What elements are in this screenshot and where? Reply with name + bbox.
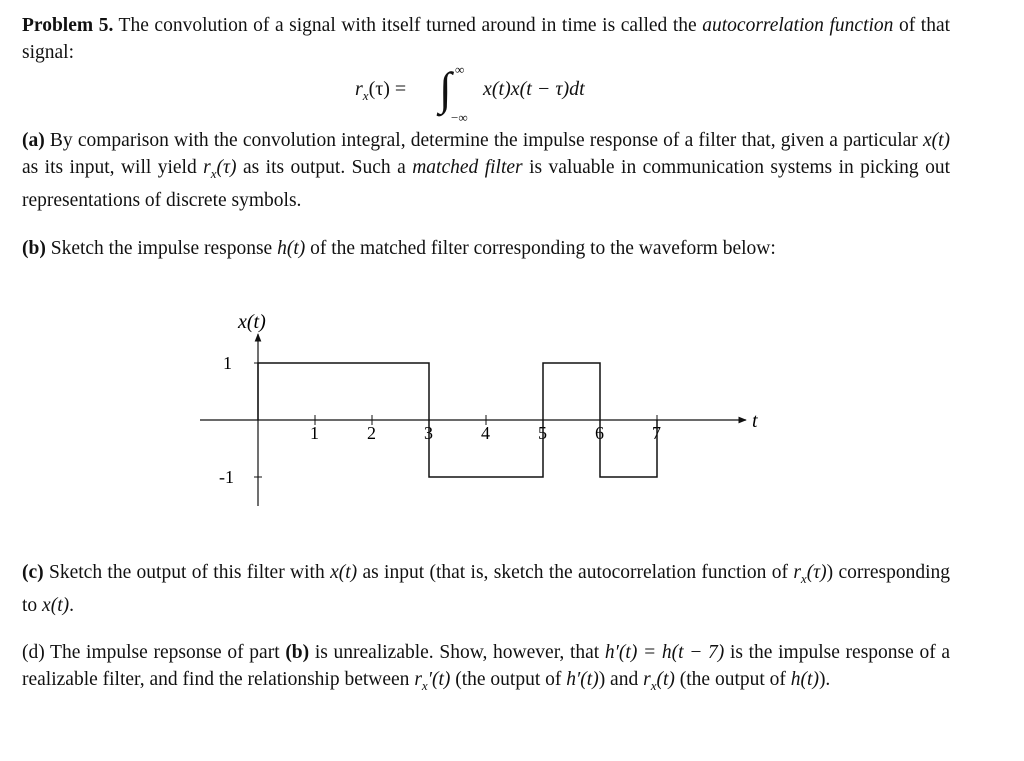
eq-lhs: $r_x(\tau)$ =: [355, 78, 407, 103]
part-c-text: as input (that is, sketch the autocorrelation function of: [362, 562, 788, 583]
part-d-label: (d) The impulse repsonse of part: [22, 642, 280, 663]
part-d-text: (the output of: [455, 669, 562, 690]
part-d-text: (the output of: [679, 669, 786, 690]
intro-term: autocorrelation function: [702, 15, 894, 36]
part-d: [22, 639, 950, 699]
symbol-x-t: x(t): [330, 562, 358, 583]
part-a: [22, 127, 950, 214]
part-a-label: (a): [22, 130, 45, 151]
x-tick-label: 2: [367, 423, 376, 443]
matched-filter-term: matched filter: [412, 157, 523, 178]
eq-upper-limit: ∞: [455, 62, 465, 77]
x-tick-label: 6: [595, 423, 604, 443]
problem-intro: [22, 12, 950, 66]
symbol-x-t: x(t): [922, 130, 951, 151]
integral-sign: ∫: [439, 63, 452, 114]
symbol-r-x-tau: $r_x(\tau)$: [793, 562, 827, 586]
y-tick-label: -1: [219, 467, 234, 487]
symbol-r-x-tau: $r_x(\tau)$: [203, 157, 237, 181]
eq-lower-limit: −∞: [451, 110, 468, 125]
part-c-label: (c): [22, 562, 44, 583]
symbol-x-t: x(t): [42, 594, 70, 616]
part-c-text: ) corresponding to: [22, 562, 951, 616]
eq-integrand: x(t)x(t − τ)dt: [483, 78, 585, 100]
y-axis-label: x(t): [238, 311, 266, 333]
x-tick-label: 5: [538, 423, 547, 443]
symbol-h-prime-eq: h′(t) = h(t − 7): [604, 642, 725, 663]
x-tick-label: 7: [652, 423, 661, 443]
part-c-text: .: [69, 594, 74, 616]
part-b-text: of the matched filter corresponding to the waveform below:: [310, 238, 776, 259]
symbol-h-t: h(t): [790, 669, 819, 690]
part-c: [22, 559, 950, 619]
waveform-figure: [0, 290, 1024, 520]
part-a-text: as its output. Such a: [242, 157, 406, 178]
part-a-text: By comparison with the convolution integral, determine the impulse response of a filter that, given a particular: [49, 130, 918, 151]
symbol-h-t: h(t): [277, 238, 306, 259]
symbol-r-x-t: $r_x(t)$: [643, 669, 675, 693]
part-b-label: (b): [22, 238, 46, 259]
part-d-text: is the impulse response of a realizable filter, and find the relationship between: [22, 642, 951, 690]
part-d-text: is unrealizable. Show, however, that: [314, 642, 600, 663]
intro-text-2: of that signal:: [22, 15, 951, 63]
intro-text-1: The convolution of a signal with itself turned around in time is called the: [118, 15, 697, 36]
part-d-text: ) and: [598, 669, 639, 690]
part-b: [22, 235, 950, 262]
part-d-text: ).: [818, 669, 831, 690]
x-tick-label: 3: [424, 423, 433, 443]
part-a-text: is valuable in communication systems in picking out representations of discrete symbols.: [22, 157, 951, 211]
y-tick-label: 1: [223, 353, 232, 373]
x-tick-label: 1: [310, 423, 319, 443]
part-c-text: Sketch the output of this filter with: [49, 562, 325, 583]
x-axis-label: t: [752, 410, 758, 432]
symbol-r-prime: $r_x'(t)$: [414, 669, 451, 693]
x-tick-label: 4: [481, 423, 490, 443]
problem-heading: Problem 5.: [22, 15, 114, 36]
part-b-text: Sketch the impulse response: [50, 238, 273, 259]
autocorrelation-equation: [355, 64, 655, 124]
part-b-reference: (b): [285, 642, 310, 663]
part-a-text: as its input, will yield: [22, 157, 197, 178]
symbol-h-prime: h′(t): [566, 669, 599, 690]
